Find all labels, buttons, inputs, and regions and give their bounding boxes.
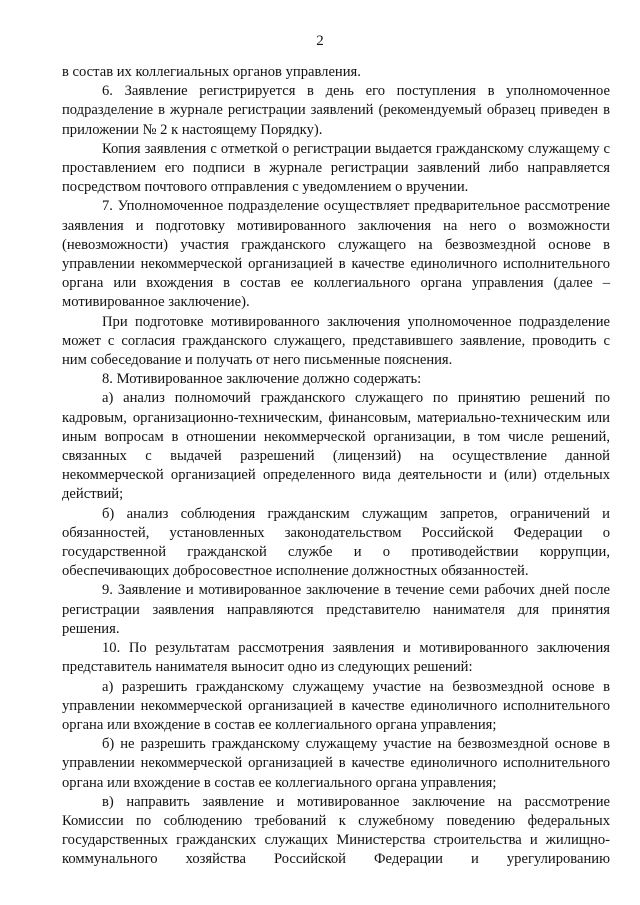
paragraph-item-9: 9. Заявление и мотивированное заключение в течение семи рабочих дней после регистрации заявления направляются представителю нанимателя для принятия решения. bbox=[62, 582, 610, 637]
document-body bbox=[62, 63, 610, 870]
paragraph-item-10c: в) направить заявление и мотивированное заключение на рассмотрение Комиссии по соблюдению требований к служебному поведению федеральных государственных гражданских служащих Министерства строительства и жилищно-коммунального хозяйства Российской Федерации и урегулированию bbox=[62, 793, 610, 868]
paragraph-item-6: 6. Заявление регистрируется в день его поступления в уполномоченное подразделение в журнале регистрации заявлений (рекомендуемый образец приведен в приложении № 2 к настоящему Порядку). bbox=[62, 83, 610, 138]
paragraph-item-10b: б) не разрешить гражданскому служащему участие на безвозмездной основе в управлении некоммерческой организацией в качестве единоличного исполнительного органа или вхождение в состав ее коллегиального органа управления; bbox=[62, 736, 610, 791]
paragraph-registration-copy: Копия заявления с отметкой о регистрации выдается гражданскому служащему с проставлением его подписи в журнале регистрации заявлений либо направляется посредством почтового отправления с уведомлением о вручении. bbox=[62, 140, 610, 196]
paragraph-item-8b: б) анализ соблюдения гражданским служащим запретов, ограничений и обязанностей, установленных законодательством Российской Федерации о государственной гражданской службе и о противодействии коррупции, обеспечивающих добросовестное исполнение должностных обязанностей. bbox=[62, 505, 610, 580]
paragraph-continuation: в состав их коллегиальных органов управления. bbox=[62, 64, 361, 80]
paragraph-item-8a: а) анализ полномочий гражданского служащего по принятию решений по кадровым, организационно-техническим, финансовым, материально-техническим или иным вопросам в отношении некоммерческой организации, в том числе решений, связанных с выдачей разрешений (лицензий) на осуществление данной некоммерческой организацией определенного вида деятельности и (или) отдельных действий; bbox=[62, 390, 610, 503]
page-number: 2 bbox=[316, 33, 324, 49]
paragraph-item-10a: а) разрешить гражданскому служащему участие на безвозмездной основе в управлении некоммерческой организацией в качестве единоличного исполнительного органа или вхождение в состав ее коллегиального органа управления; bbox=[62, 678, 610, 733]
paragraph-interview: При подготовке мотивированного заключения уполномоченное подразделение может с согласия гражданского служащего, представившего заявление, проводить с ним собеседование и получать от него письменные пояснения. bbox=[62, 313, 610, 369]
paragraph-item-10: 10. По результатам рассмотрения заявления и мотивированного заключения представитель нанимателя выносит одно из следующих решений: bbox=[62, 640, 610, 676]
paragraph-item-7: 7. Уполномоченное подразделение осуществляет предварительное рассмотрение заявления и подготовку мотивированного заключения на него о возможности (невозможности) участия гражданского служащего на безвозмездной основе в управлении некоммерческой организацией в качестве единоличного исполнительного органа или вхождения в состав ее коллегиального органа управления (далее – мотивированное заключение). bbox=[62, 198, 610, 311]
paragraph-item-8: 8. Мотивированное заключение должно содержать: bbox=[102, 371, 422, 388]
